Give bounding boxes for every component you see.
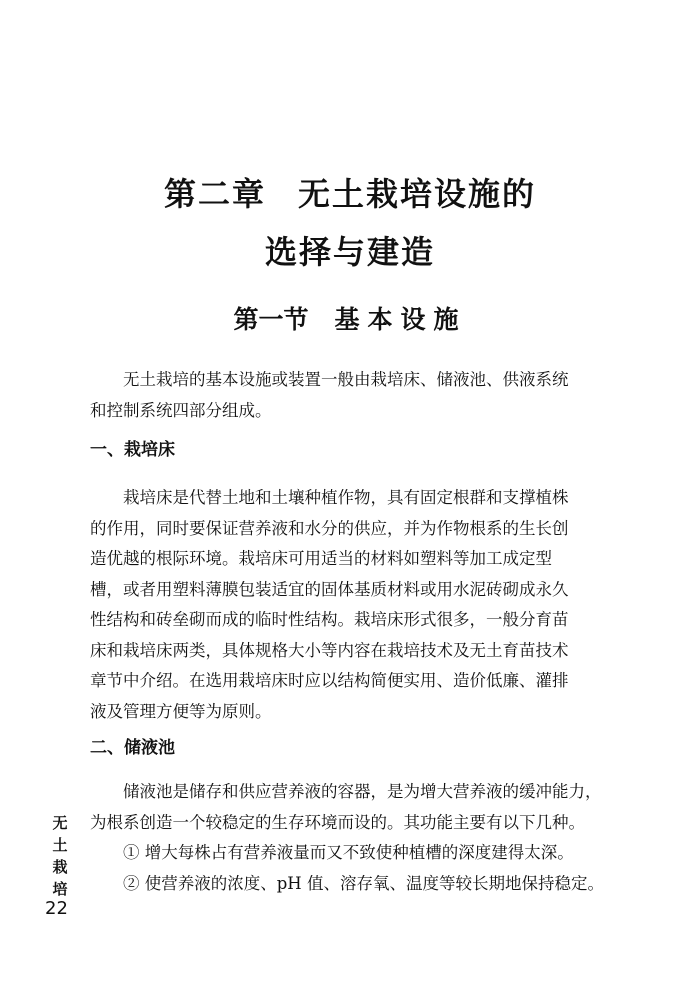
text-line: 液及管理方便等为原则。 bbox=[90, 701, 272, 721]
text-line: 槽，或者用塑料薄膜包装适宜的固体基质材料或用水泥砖砌成永久 bbox=[90, 579, 569, 599]
text-line: 栽培床是代替土地和土壤种植作物，具有固定根群和支撑植株 bbox=[123, 488, 569, 507]
section-title-text: 基本设施 bbox=[334, 305, 467, 334]
page-number: 22 bbox=[45, 898, 68, 919]
text-line: 性结构和砖垒砌而成的临时性结构。栽培床形式很多，一般分育苗 bbox=[90, 610, 569, 629]
text-line: 章节中介绍。在选用栽培床时应以结构简便实用、造价低廉、灌排 bbox=[90, 671, 569, 690]
chapter-title bbox=[0, 165, 700, 281]
intro-paragraph bbox=[90, 365, 616, 426]
subsection1-paragraph bbox=[90, 483, 616, 727]
text-line: 的作用，同时要保证营养液和水分的供应，并为作物根系的生长创 bbox=[90, 518, 569, 538]
side-label-char: 培 bbox=[52, 880, 68, 898]
text-line: 造优越的根际环境。栽培床可用适当的材料如塑料等加工成定型 bbox=[90, 549, 552, 568]
side-running-header bbox=[50, 812, 70, 900]
side-label-char: 栽 bbox=[52, 858, 68, 876]
list-item: ② 使营养液的浓度、pH 值、溶存氧、温度等较长期地保持稳定。 bbox=[123, 873, 604, 893]
chapter-number: 第二章 bbox=[163, 175, 266, 213]
text-line: 为根系创造一个较稳定的生存环境而设的。其功能主要有以下几种。 bbox=[90, 812, 585, 832]
subsection2-paragraph bbox=[90, 777, 616, 899]
subsection-heading-2: 二、储液池 bbox=[90, 738, 175, 758]
text-line: 无土栽培的基本设施或装置一般由栽培床、储液池、供液系统 bbox=[123, 370, 569, 389]
section-title bbox=[0, 300, 700, 340]
list-item: ① 增大每株占有营养液量而又不致使种植槽的深度建得太深。 bbox=[123, 843, 574, 862]
text-line: 床和栽培床两类，具体规格大小等内容在栽培技术及无土育苗技术 bbox=[90, 640, 569, 660]
chapter-title-text-1: 无土栽培设施的 bbox=[298, 175, 537, 213]
text-line: 储液池是储存和供应营养液的容器，是为增大营养液的缓冲能力， bbox=[123, 782, 602, 801]
side-label-char: 无 bbox=[52, 814, 68, 832]
section-number: 第一节 bbox=[233, 305, 309, 334]
chapter-title-line-1 bbox=[0, 165, 700, 223]
text-line: 和控制系统四部分组成。 bbox=[90, 400, 272, 420]
side-label-char: 土 bbox=[52, 836, 68, 854]
subsection-heading-1: 一、栽培床 bbox=[90, 440, 175, 460]
chapter-title-line-2: 选择与建造 bbox=[264, 233, 435, 271]
